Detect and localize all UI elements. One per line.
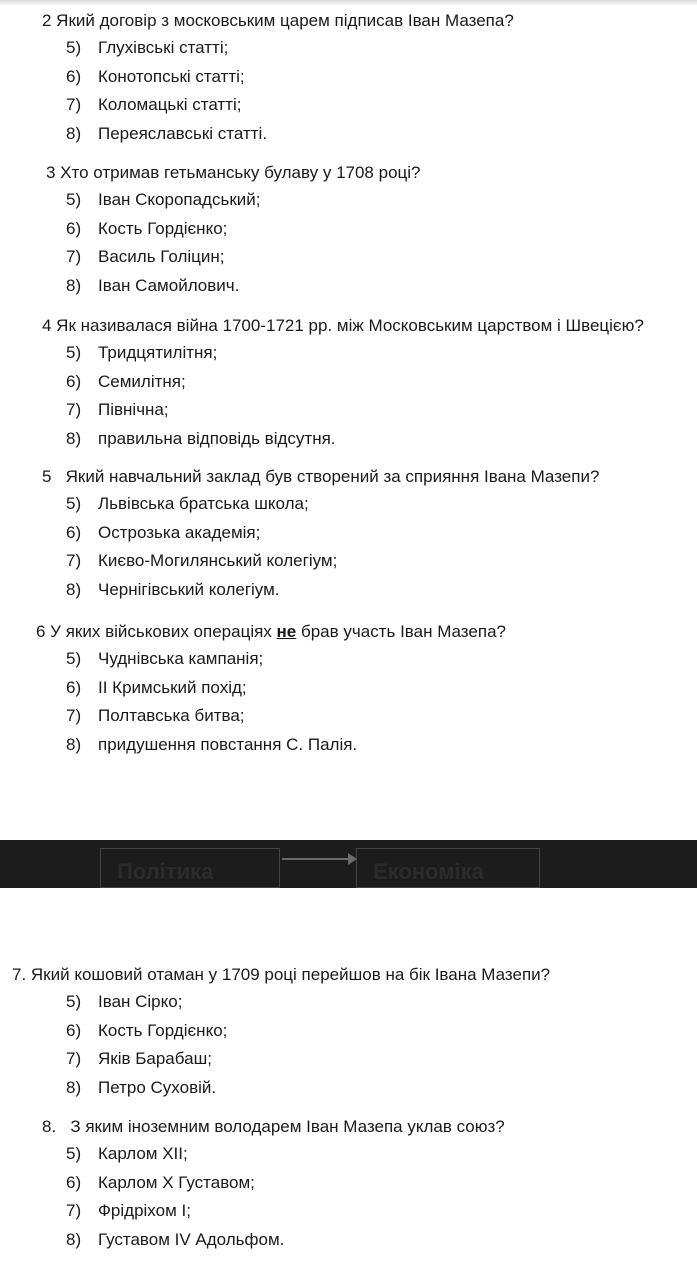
question-8 <box>42 1114 505 1254</box>
answer-option: 6) Кость Гордієнко; <box>66 218 228 238</box>
question-5 <box>42 464 599 604</box>
answer-option: 5) Чуднівська кампанія; <box>66 649 264 668</box>
answer-option: 7) Києво-Могилянський колегіум; <box>66 551 338 570</box>
question-title: 8. З яким іноземним володарем Іван Мазепа уклав союз? <box>42 1117 505 1136</box>
question-7 <box>12 962 550 1102</box>
answer-option: 6) Семилітня; <box>66 371 186 391</box>
answer-option: 8) Петро Суховій. <box>66 1077 217 1097</box>
question-title: 2 Який договір з московським царем підписав Іван Мазепа? <box>42 11 514 30</box>
answer-option: 7) Василь Голіцин; <box>66 247 225 266</box>
answer-option: 6) ІІ Кримський похід; <box>66 677 247 697</box>
answer-option: 7) Коломацькі статті; <box>66 95 242 114</box>
question-title: 5 Який навчальний заклад був створений за сприяння Івана Мазепи? <box>42 467 600 486</box>
answer-option: 8) Переяславські статті. <box>66 123 268 143</box>
question-title: 3 Хто отримав гетьманську булаву у 1708 році? <box>46 163 421 182</box>
answer-option: 6) Конотопські статті; <box>66 66 245 86</box>
answer-option: 5) Глухівські статті; <box>66 38 229 57</box>
answer-option: 8) Іван Самойлович. <box>66 275 240 295</box>
question-4 <box>42 313 644 453</box>
answer-option: 8) придушення повстання С. Палія. <box>66 734 358 754</box>
band-box-left: Політика <box>100 848 280 888</box>
question-6 <box>36 619 506 759</box>
answer-option: 7) Полтавська битва; <box>66 706 245 725</box>
band-box-right: Економіка <box>356 848 540 888</box>
question-2 <box>42 8 514 148</box>
answer-option: 5) Тридцятилітня; <box>66 343 218 362</box>
answer-option: 6) Острозька академія; <box>66 522 261 542</box>
question-title: 6 У яких військових операціях не брав участь Іван Мазепа? <box>36 622 506 641</box>
answer-option: 5) Іван Скоропадський; <box>66 190 261 209</box>
band-arrow-line <box>282 858 352 860</box>
answer-option: 7) Яків Барабаш; <box>66 1049 212 1068</box>
top-shadow <box>0 0 697 6</box>
answer-option: 5) Карлом XII; <box>66 1144 188 1163</box>
answer-option: 8) правильна відповідь відсутня. <box>66 428 336 448</box>
arrow-right-icon <box>348 853 357 865</box>
emphasis-not: не <box>276 622 297 641</box>
answer-option: 5) Львівська братська школа; <box>66 494 309 513</box>
answer-option: 7) Північна; <box>66 400 169 419</box>
question-title: 7. Який кошовий отаман у 1709 році перейшов на бік Івана Мазепи? <box>12 965 551 984</box>
answer-option: 6) Карлом Х Густавом; <box>66 1172 255 1192</box>
answer-option: 6) Кость Гордієнко; <box>66 1020 228 1040</box>
answer-option: 5) Іван Сірко; <box>66 992 183 1011</box>
answer-option: 7) Фрідріхом I; <box>66 1201 191 1220</box>
question-title: 4 Як називалася війна 1700-1721 рр. між Московським царством і Швецією? <box>42 316 644 335</box>
answer-option: 8) Густавом IV Адольфом. <box>66 1229 285 1249</box>
question-3 <box>46 160 421 300</box>
answer-option: 8) Чернігівський колегіум. <box>66 579 280 599</box>
